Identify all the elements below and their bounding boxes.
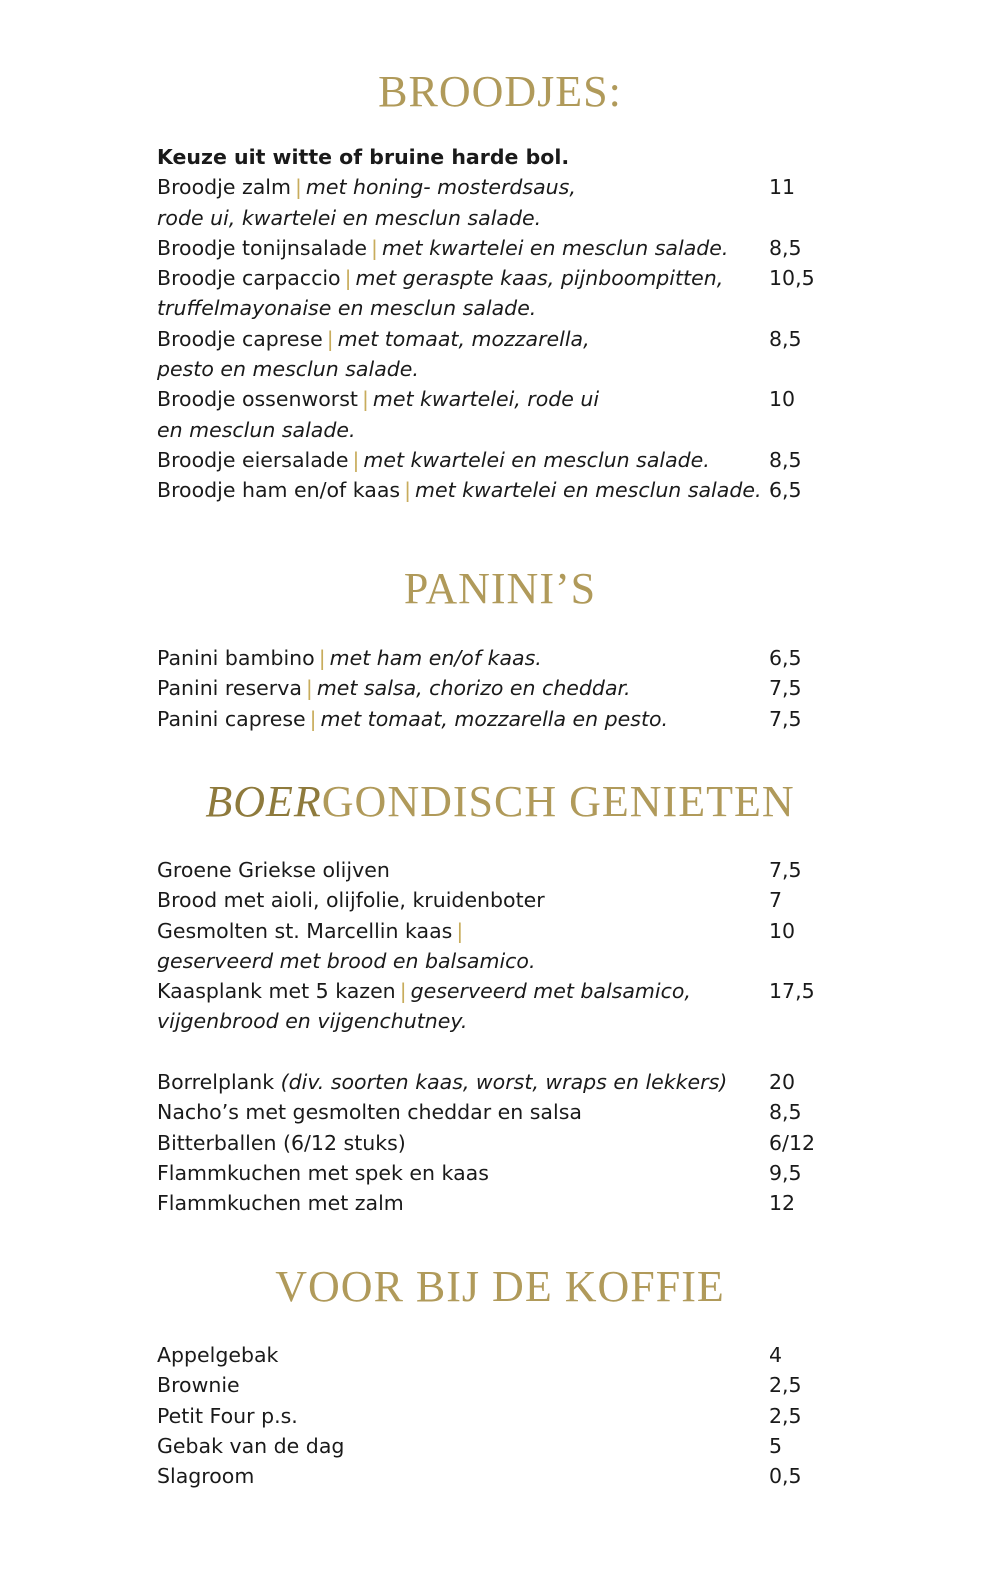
separator: | [305,676,313,701]
menu-item [157,704,857,734]
menu-item [157,1067,857,1097]
item-description: pesto en mesclun salade. [157,357,419,382]
item-name: Gesmolten st. Marcellin kaas [157,918,453,943]
koffie-list [157,1340,857,1491]
item-description: geserveerd met brood en balsamico. [157,948,536,973]
item-price: 5 [769,1433,783,1458]
item-price: 10 [769,918,796,943]
item-price: 11 [769,175,796,200]
item-name: Broodje carpaccio [157,266,341,291]
broodjes-list [157,142,857,506]
paninis-list [157,643,857,734]
item-name: Groene Griekse olijven [157,858,390,882]
menu-item [157,475,857,505]
item-name: Flammkuchen met spek en kaas [157,1160,489,1185]
item-price: 0,5 [769,1464,802,1489]
item-description: (div. soorten kaas, worst, wraps en lekkers) [280,1070,728,1095]
section-title-boergondisch [0,776,1000,828]
item-description: met kwartelei en mesclun salade. [363,447,710,472]
item-price: 8,5 [769,326,802,351]
separator: | [294,175,302,200]
item-name: Broodje caprese [157,326,323,351]
menu-item [157,445,857,475]
item-description: met ham en/of kaas. [329,646,542,670]
item-name: Panini reserva [157,676,302,701]
item-name: Gebak van de dag [157,1433,345,1458]
separator: | [371,235,378,260]
item-name: Broodje ham en/of kaas [157,478,401,503]
item-description: rode ui, kwartelei en mesclun salade. [157,205,542,230]
menu-item-continuation [157,946,857,976]
section-title-paninis: PANINI’S [403,564,597,613]
item-description: vijgenbrood en vijgenchutney. [157,1009,468,1034]
menu-item [157,1128,857,1158]
item-name: Flammkuchen met zalm [157,1191,404,1216]
menu-item [157,1097,857,1127]
item-price: 7,5 [769,706,802,731]
menu-item [157,233,857,263]
separator: | [326,326,334,351]
item-price: 2,5 [769,1373,802,1398]
item-description: geserveerd met balsamico, [410,979,691,1004]
item-name: Broodje zalm [157,175,291,200]
item-name: Panini bambino [157,646,315,670]
item-price: 8,5 [769,235,802,260]
item-price: 10,5 [769,266,815,291]
item-name: Broodje eiersalade [157,447,349,472]
menu-item-continuation [157,415,857,445]
menu-item [157,324,857,354]
item-name: Borrelplank [157,1070,275,1095]
menu-item-continuation [157,1006,857,1036]
menu-item [157,673,857,703]
item-price: 7,5 [769,858,802,882]
menu-item-continuation [157,203,857,233]
menu-item [157,263,857,293]
menu-item [157,885,857,915]
menu-item [157,1401,857,1431]
item-description: met salsa, chorizo en cheddar. [316,676,631,701]
item-description: met tomaat, mozzarella en pesto. [320,706,669,731]
item-description: truffelmayonaise en mesclun salade. [157,296,537,321]
item-name: Brownie [157,1373,240,1398]
item-price: 4 [769,1343,783,1367]
item-name: Kaasplank met 5 kazen [157,979,396,1004]
menu-item [157,1370,857,1400]
item-name: Appelgebak [157,1343,279,1367]
section-title-broodjes: BROODJES: [378,67,622,116]
item-name: Bitterballen (6/12 stuks) [157,1130,406,1155]
separator: | [361,387,369,412]
item-description: met honing- mosterdsaus, [305,175,576,200]
section-title-koffie: VOOR BIJ DE KOFFIE [275,1262,725,1311]
menu-item [157,855,857,885]
title-rest: GONDISCH GENIETEN [321,777,795,826]
item-price: 7 [769,888,783,913]
item-price: 20 [769,1070,796,1095]
separator: | [352,447,360,472]
item-price: 9,5 [769,1160,802,1185]
item-description: met kwartelei, rode ui [372,387,600,412]
boergondisch-list [157,855,857,1219]
item-price: 17,5 [769,979,815,1004]
separator: | [344,266,352,291]
item-description: en mesclun salade. [157,417,356,442]
menu-item-continuation [157,354,857,384]
separator: | [309,706,317,731]
item-name: Brood met aioli, olijfolie, kruidenboter [157,888,545,913]
item-description: met tomaat, mozzarella, [337,326,590,351]
item-price: 6,5 [769,478,802,503]
separator: | [399,979,407,1004]
broodjes-subtitle: Keuze uit witte of bruine harde bol. [157,145,570,169]
separator: | [456,918,464,943]
menu-item [157,1340,857,1370]
menu-item [157,384,857,414]
spacer [157,1037,857,1067]
menu-item [157,1188,857,1218]
item-price: 7,5 [769,676,802,701]
item-name: Panini caprese [157,706,306,731]
item-name: Petit Four p.s. [157,1403,298,1428]
item-name: Nacho’s met gesmolten cheddar en salsa [157,1100,582,1125]
item-price: 10 [769,387,796,412]
item-price: 8,5 [769,447,802,472]
separator: | [404,478,412,503]
menu-item-continuation [157,293,857,323]
item-price: 6,5 [769,646,802,670]
item-price: 6/12 [769,1130,816,1155]
item-description: met kwartelei en mesclun salade. [381,235,729,260]
item-price: 12 [769,1191,796,1216]
menu-item [157,643,857,673]
item-price: 8,5 [769,1100,802,1125]
title-accent: BOER [205,777,322,826]
item-name: Broodje tonijnsalade [157,235,368,260]
menu-item [157,916,857,946]
menu-item [157,1461,857,1491]
item-name: Slagroom [157,1464,255,1489]
menu-item [157,1431,857,1461]
item-name: Broodje ossenworst [157,387,358,412]
item-description: met kwartelei en mesclun salade. [415,478,762,503]
menu-item [157,1158,857,1188]
menu-item [157,172,857,202]
item-price: 2,5 [769,1403,802,1428]
menu-item [157,976,857,1006]
separator: | [318,646,326,670]
item-description: met geraspte kaas, pijnboompitten, [355,266,724,291]
